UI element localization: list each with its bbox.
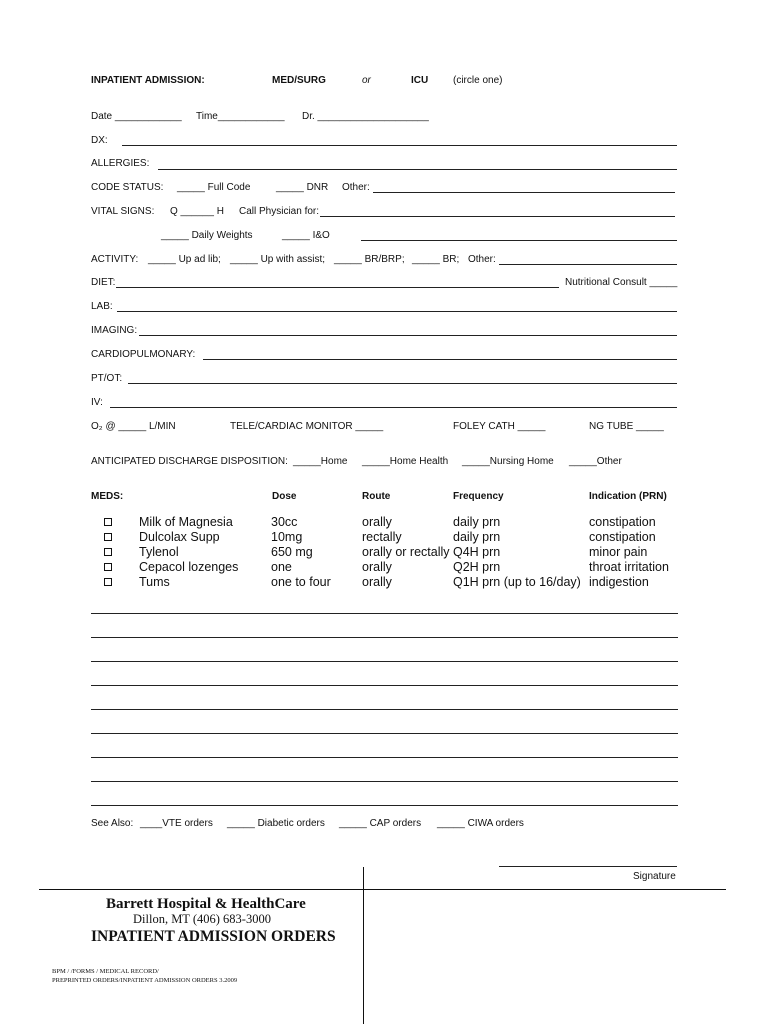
form-path-line-2: PREPRINTED ORDERS/INPATIENT ADMISSION ORDERS 3.2009 [52, 977, 238, 984]
footer-divider [39, 889, 726, 890]
order-line[interactable] [91, 661, 678, 662]
discharge-nursing-home-option[interactable]: _____Nursing Home [462, 456, 554, 467]
dnr-option[interactable]: _____ DNR [276, 182, 329, 193]
hospital-address: Dillon, MT (406) 683-3000 [133, 912, 271, 926]
activity-label: ACTIVITY: [91, 254, 139, 265]
order-line[interactable] [91, 805, 678, 806]
time-field[interactable]: Time____________ [196, 111, 285, 122]
med-frequency: daily prn [453, 515, 501, 529]
med-frequency: Q1H prn (up to 16/day) [453, 575, 581, 589]
lab-label: LAB: [91, 301, 113, 312]
med-checkbox[interactable] [104, 578, 112, 586]
lab-line[interactable] [117, 311, 677, 312]
date-field[interactable]: Date ____________ [91, 111, 182, 122]
discharge-label: ANTICIPATED DISCHARGE DISPOSITION: [91, 456, 288, 467]
med-dose: one [271, 560, 292, 574]
order-line[interactable] [91, 709, 678, 710]
indication-header: Indication (PRN) [589, 491, 667, 502]
med-checkbox[interactable] [104, 518, 112, 526]
daily-weights-option[interactable]: _____ Daily Weights [161, 230, 253, 241]
vitals-extra-line[interactable] [361, 240, 677, 241]
med-indication: constipation [589, 515, 656, 529]
med-name: Tums [139, 575, 170, 589]
med-route: orally [362, 560, 392, 574]
ng-tube-option[interactable]: NG TUBE _____ [589, 421, 664, 432]
med-surg-option[interactable]: MED/SURG [272, 75, 326, 86]
code-other-line[interactable] [373, 192, 675, 193]
o2-field[interactable]: O₂ @ _____ L/MIN [91, 421, 176, 432]
imaging-label: IMAGING: [91, 325, 138, 336]
cardiopulmonary-line[interactable] [203, 359, 677, 360]
vital-signs-label: VITAL SIGNS: [91, 206, 155, 217]
call-physician-label: Call Physician for: [239, 206, 320, 217]
meds-header: MEDS: [91, 491, 124, 502]
order-line[interactable] [91, 637, 678, 638]
med-route: orally [362, 515, 392, 529]
med-checkbox[interactable] [104, 563, 112, 571]
vte-orders-option[interactable]: ____VTE orders [140, 818, 213, 829]
med-name: Tylenol [139, 545, 179, 559]
foley-cath-option[interactable]: FOLEY CATH _____ [453, 421, 546, 432]
form-name: INPATIENT ADMISSION ORDERS [91, 928, 336, 945]
iv-label: IV: [91, 397, 103, 408]
io-option[interactable]: _____ I&O [282, 230, 330, 241]
med-name: Milk of Magnesia [139, 515, 233, 529]
cardiopulmonary-label: CARDIOPULMONARY: [91, 349, 196, 360]
med-name: Cepacol lozenges [139, 560, 239, 574]
med-frequency: daily prn [453, 530, 501, 544]
dose-header: Dose [272, 491, 297, 502]
order-line[interactable] [91, 757, 678, 758]
iv-line[interactable] [110, 407, 677, 408]
up-with-assist-option[interactable]: _____ Up with assist; [230, 254, 326, 265]
discharge-home-health-option[interactable]: _____Home Health [362, 456, 449, 467]
med-indication: indigestion [589, 575, 649, 589]
allergies-line[interactable] [158, 169, 677, 170]
med-indication: minor pain [589, 545, 648, 559]
code-other-label: Other: [342, 182, 370, 193]
doctor-field[interactable]: Dr. ____________________ [302, 111, 429, 122]
code-status-label: CODE STATUS: [91, 182, 164, 193]
med-route: rectally [362, 530, 402, 544]
route-header: Route [362, 491, 391, 502]
med-route: orally or rectally [362, 545, 450, 559]
icu-option[interactable]: ICU [411, 75, 429, 86]
activity-other-line[interactable] [499, 264, 677, 265]
nutritional-consult-option[interactable]: Nutritional Consult _____ [565, 277, 678, 288]
call-physician-line[interactable] [320, 216, 675, 217]
activity-other-label: Other: [468, 254, 496, 265]
discharge-home-option[interactable]: _____Home [293, 456, 348, 467]
vital-q-hours-field[interactable]: Q ______ H [170, 206, 224, 217]
footer-vertical-divider [363, 867, 364, 1024]
tele-monitor-option[interactable]: TELE/CARDIAC MONITOR _____ [230, 421, 384, 432]
med-indication: throat irritation [589, 560, 669, 574]
form-path-line-1: BPM / /FORMS / MEDICAL RECORD/ [52, 968, 159, 975]
signature-line[interactable] [499, 866, 677, 867]
order-line[interactable] [91, 613, 678, 614]
pt-ot-label: PT/OT: [91, 373, 123, 384]
med-checkbox[interactable] [104, 548, 112, 556]
order-line[interactable] [91, 733, 678, 734]
ciwa-orders-option[interactable]: _____ CIWA orders [437, 818, 524, 829]
med-frequency: Q2H prn [453, 560, 501, 574]
dx-line[interactable] [122, 145, 677, 146]
signature-label: Signature [633, 871, 676, 882]
circle-one-note: (circle one) [453, 75, 503, 86]
diet-line[interactable] [116, 287, 559, 288]
dx-label: DX: [91, 135, 108, 146]
med-frequency: Q4H prn [453, 545, 501, 559]
pt-ot-line[interactable] [128, 383, 677, 384]
med-dose: 650 mg [271, 545, 313, 559]
hospital-name: Barrett Hospital & HealthCare [106, 896, 306, 912]
cap-orders-option[interactable]: _____ CAP orders [339, 818, 422, 829]
med-dose: one to four [271, 575, 331, 589]
form-title: INPATIENT ADMISSION: [91, 75, 205, 86]
or-text: or [362, 75, 371, 86]
diabetic-orders-option[interactable]: _____ Diabetic orders [227, 818, 325, 829]
br-brp-option[interactable]: _____ BR/BRP; [334, 254, 405, 265]
order-line[interactable] [91, 781, 678, 782]
discharge-other-option[interactable]: _____Other [569, 456, 622, 467]
br-option[interactable]: _____ BR; [412, 254, 460, 265]
imaging-line[interactable] [139, 335, 677, 336]
med-checkbox[interactable] [104, 533, 112, 541]
med-indication: constipation [589, 530, 656, 544]
med-dose: 30cc [271, 515, 298, 529]
full-code-option[interactable]: _____ Full Code [177, 182, 251, 193]
med-dose: 10mg [271, 530, 303, 544]
frequency-header: Frequency [453, 491, 504, 502]
up-ad-lib-option[interactable]: _____ Up ad lib; [148, 254, 221, 265]
order-line[interactable] [91, 685, 678, 686]
diet-label: DIET: [91, 277, 116, 288]
med-route: orally [362, 575, 392, 589]
med-name: Dulcolax Supp [139, 530, 220, 544]
allergies-label: ALLERGIES: [91, 158, 150, 169]
see-also-label: See Also: [91, 818, 134, 829]
